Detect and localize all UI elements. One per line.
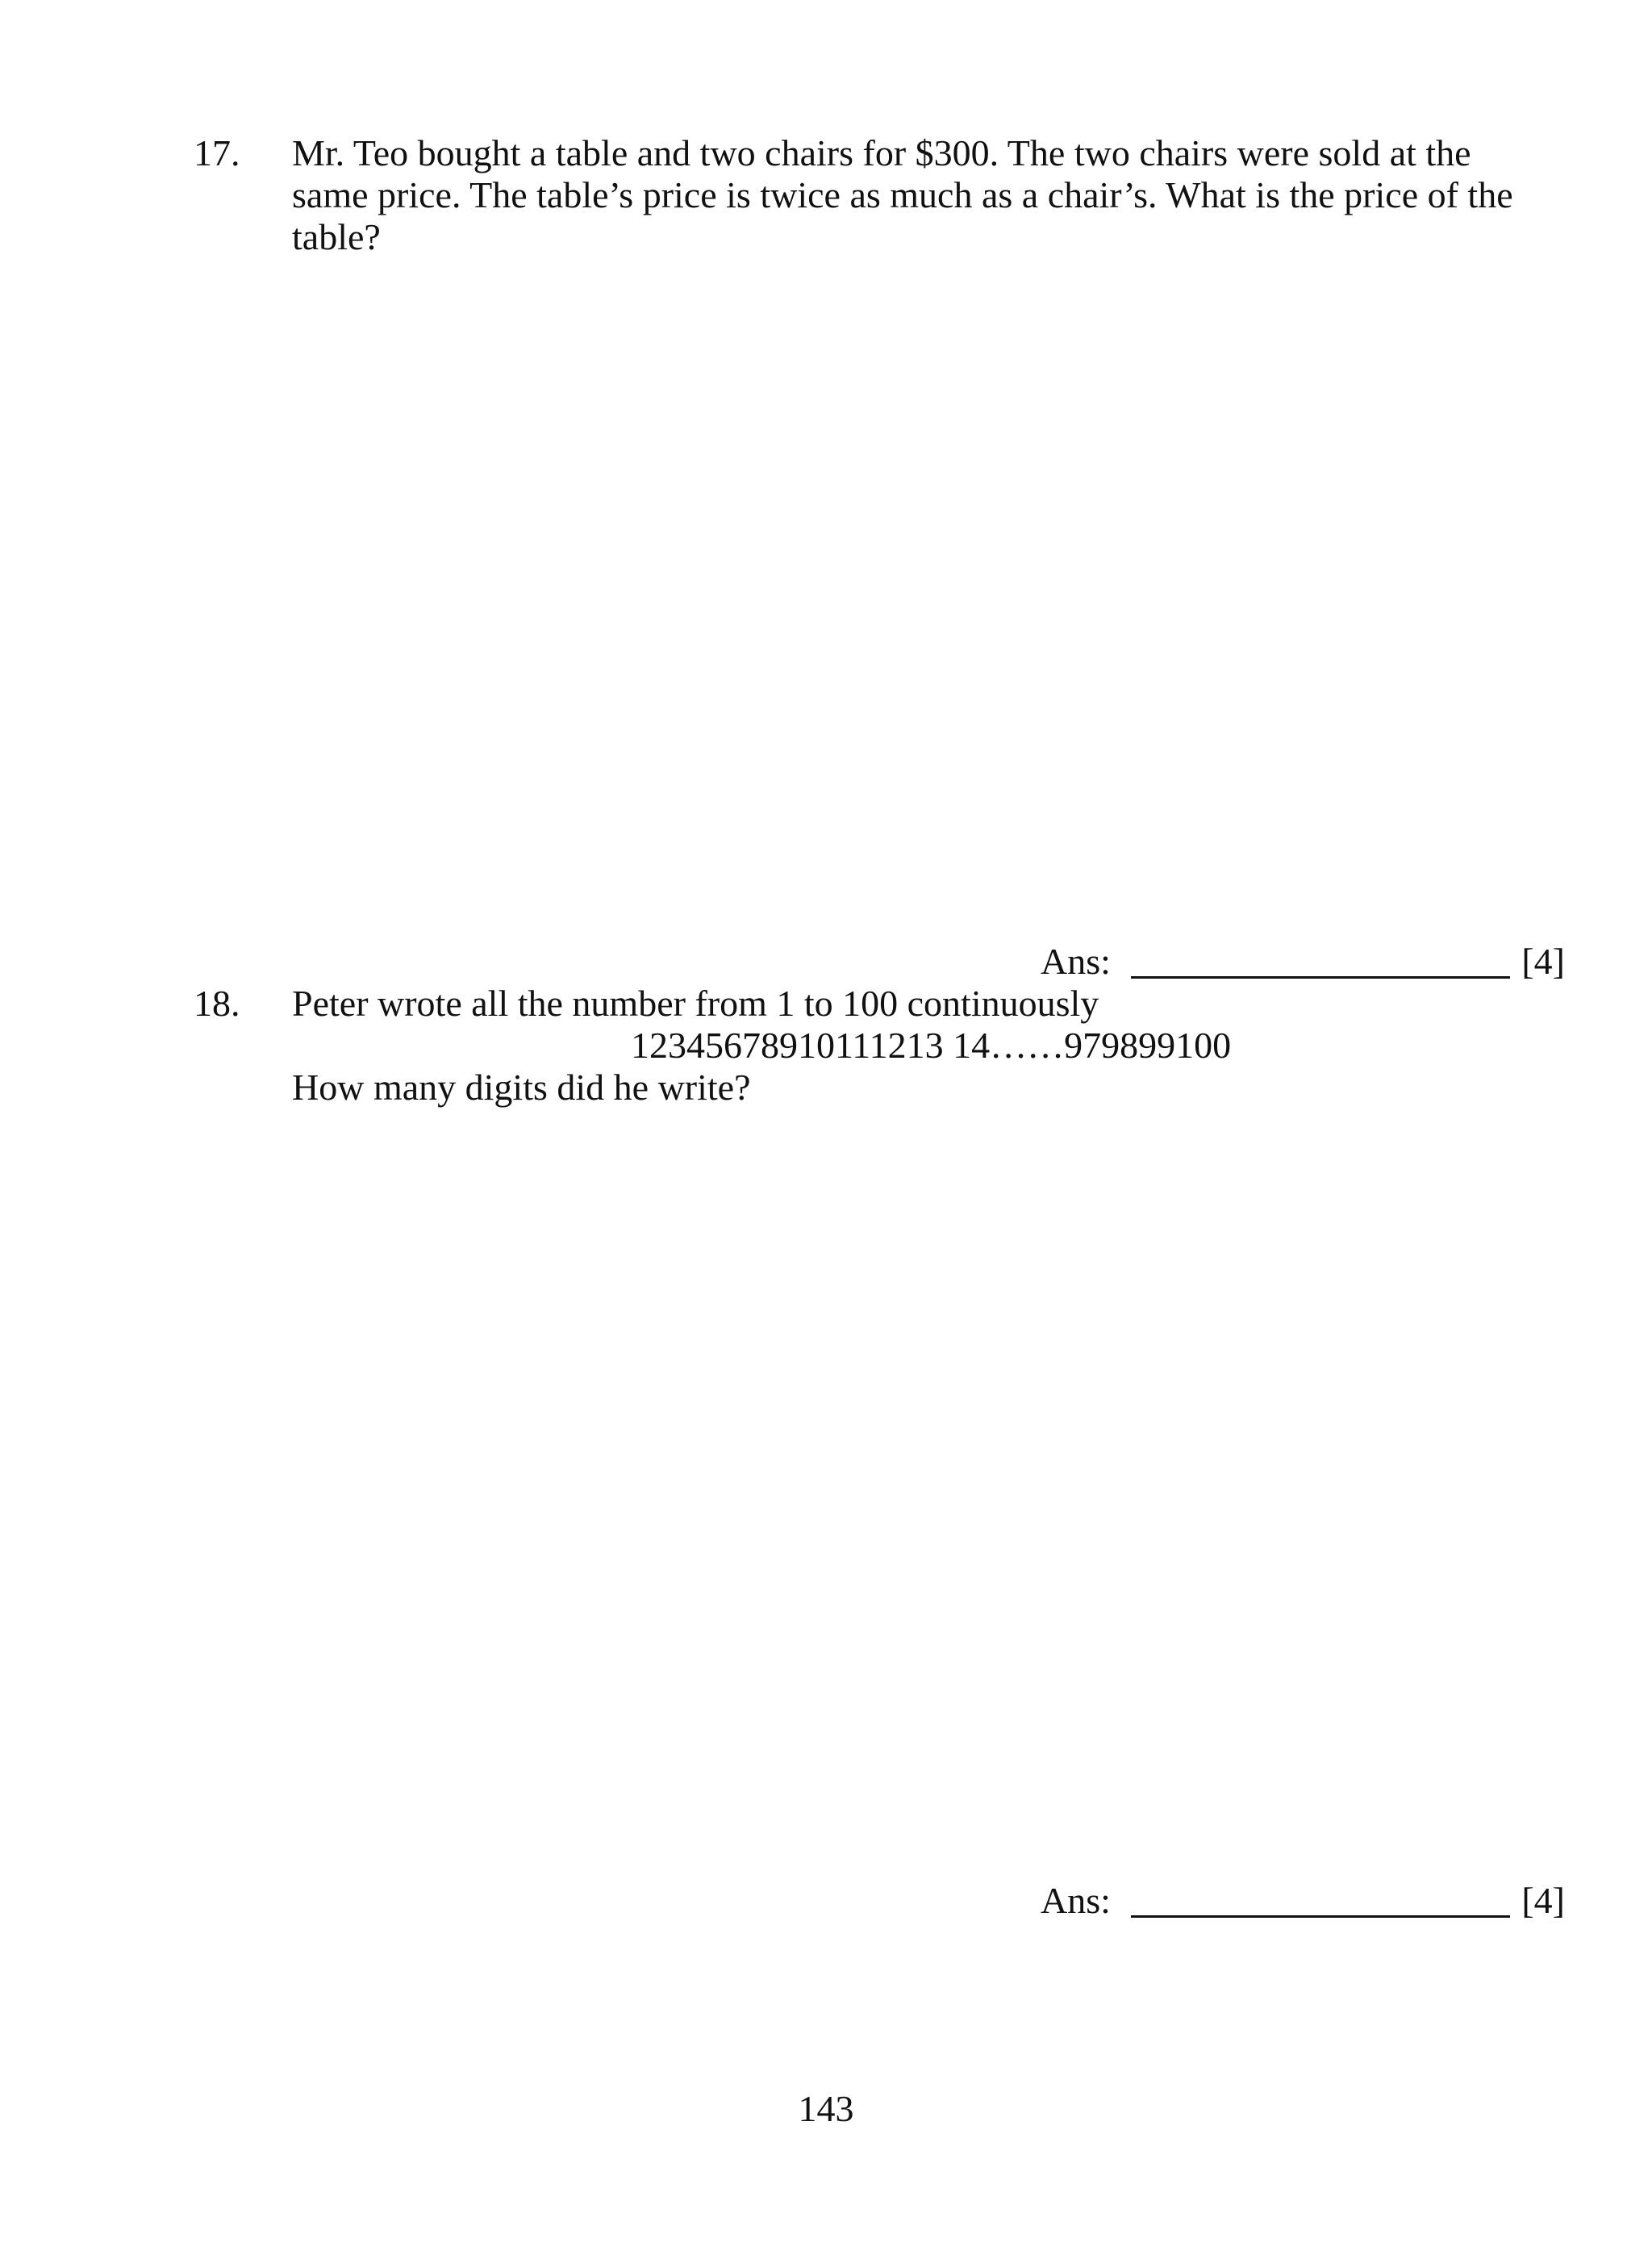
question-17-text-line-3: table?	[292, 216, 381, 257]
question-17-answer-row	[1041, 941, 1565, 983]
question-17-text-line-1: Mr. Teo bought a table and two chairs for $300. The two chairs were sold at the	[292, 132, 1471, 173]
question-18-text-line-1: Peter wrote all the number from 1 to 100 continuously	[292, 983, 1099, 1024]
question-17-answer-blank[interactable]	[1131, 941, 1510, 979]
question-18-number-sequence: 12345678910111213 14……979899100	[631, 1025, 1232, 1066]
question-17-marks: [4]	[1521, 941, 1565, 982]
question-18-answer-row	[1041, 1880, 1565, 1922]
question-18-answer-label: Ans:	[1041, 1880, 1111, 1921]
page-number: 143	[798, 2088, 854, 2129]
question-17-text-line-2: same price. The table’s price is twice as much as a chair’s. What is the price of the	[292, 174, 1513, 215]
question-18-marks: [4]	[1521, 1880, 1565, 1921]
question-18-answer-blank[interactable]	[1131, 1880, 1510, 1918]
question-18-number: 18.	[194, 983, 240, 1024]
question-17-number: 17.	[194, 132, 240, 173]
question-18-followup: How many digits did he write?	[292, 1067, 751, 1108]
question-17-answer-label: Ans:	[1041, 941, 1111, 982]
